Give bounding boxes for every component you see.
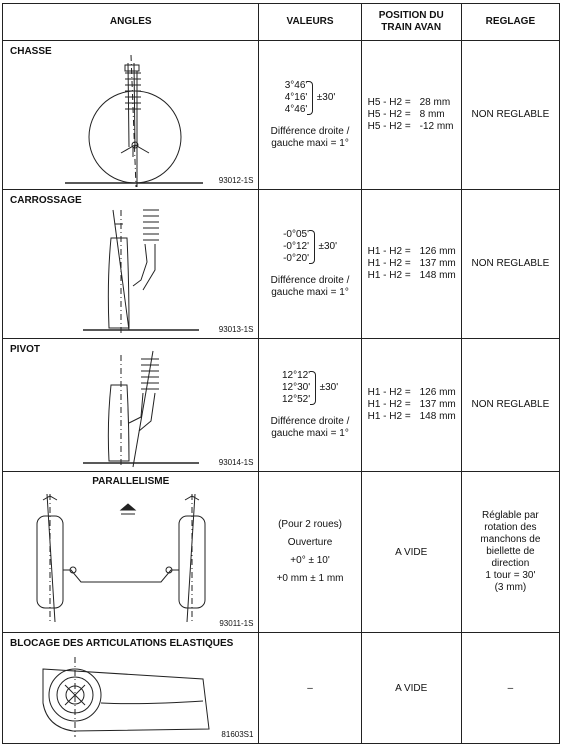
- values-cell-carrossage: -0°05' -0°12' -0°20' ±30' Différence droite / gauche maxi = 1°: [259, 190, 361, 339]
- angle-title: PARALLELISME: [92, 476, 170, 487]
- angle-title: BLOCAGE DES ARTICULATIONS ELASTIQUES: [10, 638, 234, 649]
- header-valeurs: VALEURS: [259, 4, 361, 41]
- header-row: [3, 4, 560, 41]
- row-pivot: [3, 339, 560, 472]
- brace: [310, 371, 316, 405]
- reglage-cell-blocage: –: [461, 633, 559, 744]
- figure-code: 93012-1S: [218, 176, 254, 185]
- angle-cell-carrossage: [3, 190, 259, 339]
- position-cell-pivot: H1 - H2 = 126 mm H1 - H2 = 137 mm H1 - H2 = 148 mm: [361, 339, 461, 472]
- alignment-spec-table: [2, 3, 560, 744]
- camber-diagram: [3, 190, 259, 338]
- reglage-cell-chasse: NON REGLABLE: [461, 41, 559, 190]
- angle-title: CARROSSAGE: [10, 195, 82, 206]
- figure-code: 93013-1S: [218, 325, 254, 334]
- header-position: POSITION DU TRAIN AVAN: [361, 4, 461, 41]
- reglage-cell-carrossage: NON REGLABLE: [461, 190, 559, 339]
- figure-code: 93011-1S: [219, 619, 254, 628]
- position-cell-parallelisme: A VIDE: [361, 472, 461, 633]
- figure-code: 81603S1: [221, 730, 254, 739]
- angle-title: CHASSE: [10, 46, 52, 57]
- angle-cell-blocage: [3, 633, 259, 744]
- header-angles: ANGLES: [3, 4, 259, 41]
- row-parallelisme: [3, 472, 560, 633]
- figure-code: 93014-1S: [218, 458, 254, 467]
- values-cell-pivot: 12°12' 12°30' 12°52' ±30' Différence droite / gauche maxi = 1°: [259, 339, 361, 472]
- position-cell-carrossage: H1 - H2 = 126 mm H1 - H2 = 137 mm H1 - H2 = 148 mm: [361, 190, 461, 339]
- bushing-diagram: [3, 633, 259, 743]
- values-cell-blocage: –: [259, 633, 361, 744]
- angle-cell-pivot: [3, 339, 259, 472]
- angle-title: PIVOT: [10, 344, 41, 355]
- row-carrossage: [3, 190, 560, 339]
- row-chasse: [3, 41, 560, 190]
- angle-cell-parallelisme: [3, 472, 259, 633]
- reglage-cell-parallelisme: Réglable par rotation des manchons de biellette de direction 1 tour = 30' (3 mm): [461, 472, 559, 633]
- angle-cell-chasse: [3, 41, 259, 190]
- values-cell-parallelisme: (Pour 2 roues) Ouverture +0° ± 10' +0 mm ± 1 mm: [259, 472, 361, 633]
- toe-diagram: [3, 472, 259, 632]
- values-cell-chasse: 3°46' 4°16' 4°46' ±30' Différence droite / gauche maxi = 1°: [259, 41, 361, 190]
- brace: [309, 230, 315, 264]
- position-cell-chasse: H5 - H2 = 28 mm H5 - H2 = 8 mm H5 - H2 = -12 mm: [361, 41, 461, 190]
- reglage-cell-pivot: NON REGLABLE: [461, 339, 559, 472]
- row-blocage: [3, 633, 560, 744]
- caster-diagram: [3, 41, 259, 189]
- header-reglage: REGLAGE: [461, 4, 559, 41]
- kingpin-diagram: [3, 339, 259, 471]
- position-cell-blocage: A VIDE: [361, 633, 461, 744]
- brace: [307, 81, 313, 115]
